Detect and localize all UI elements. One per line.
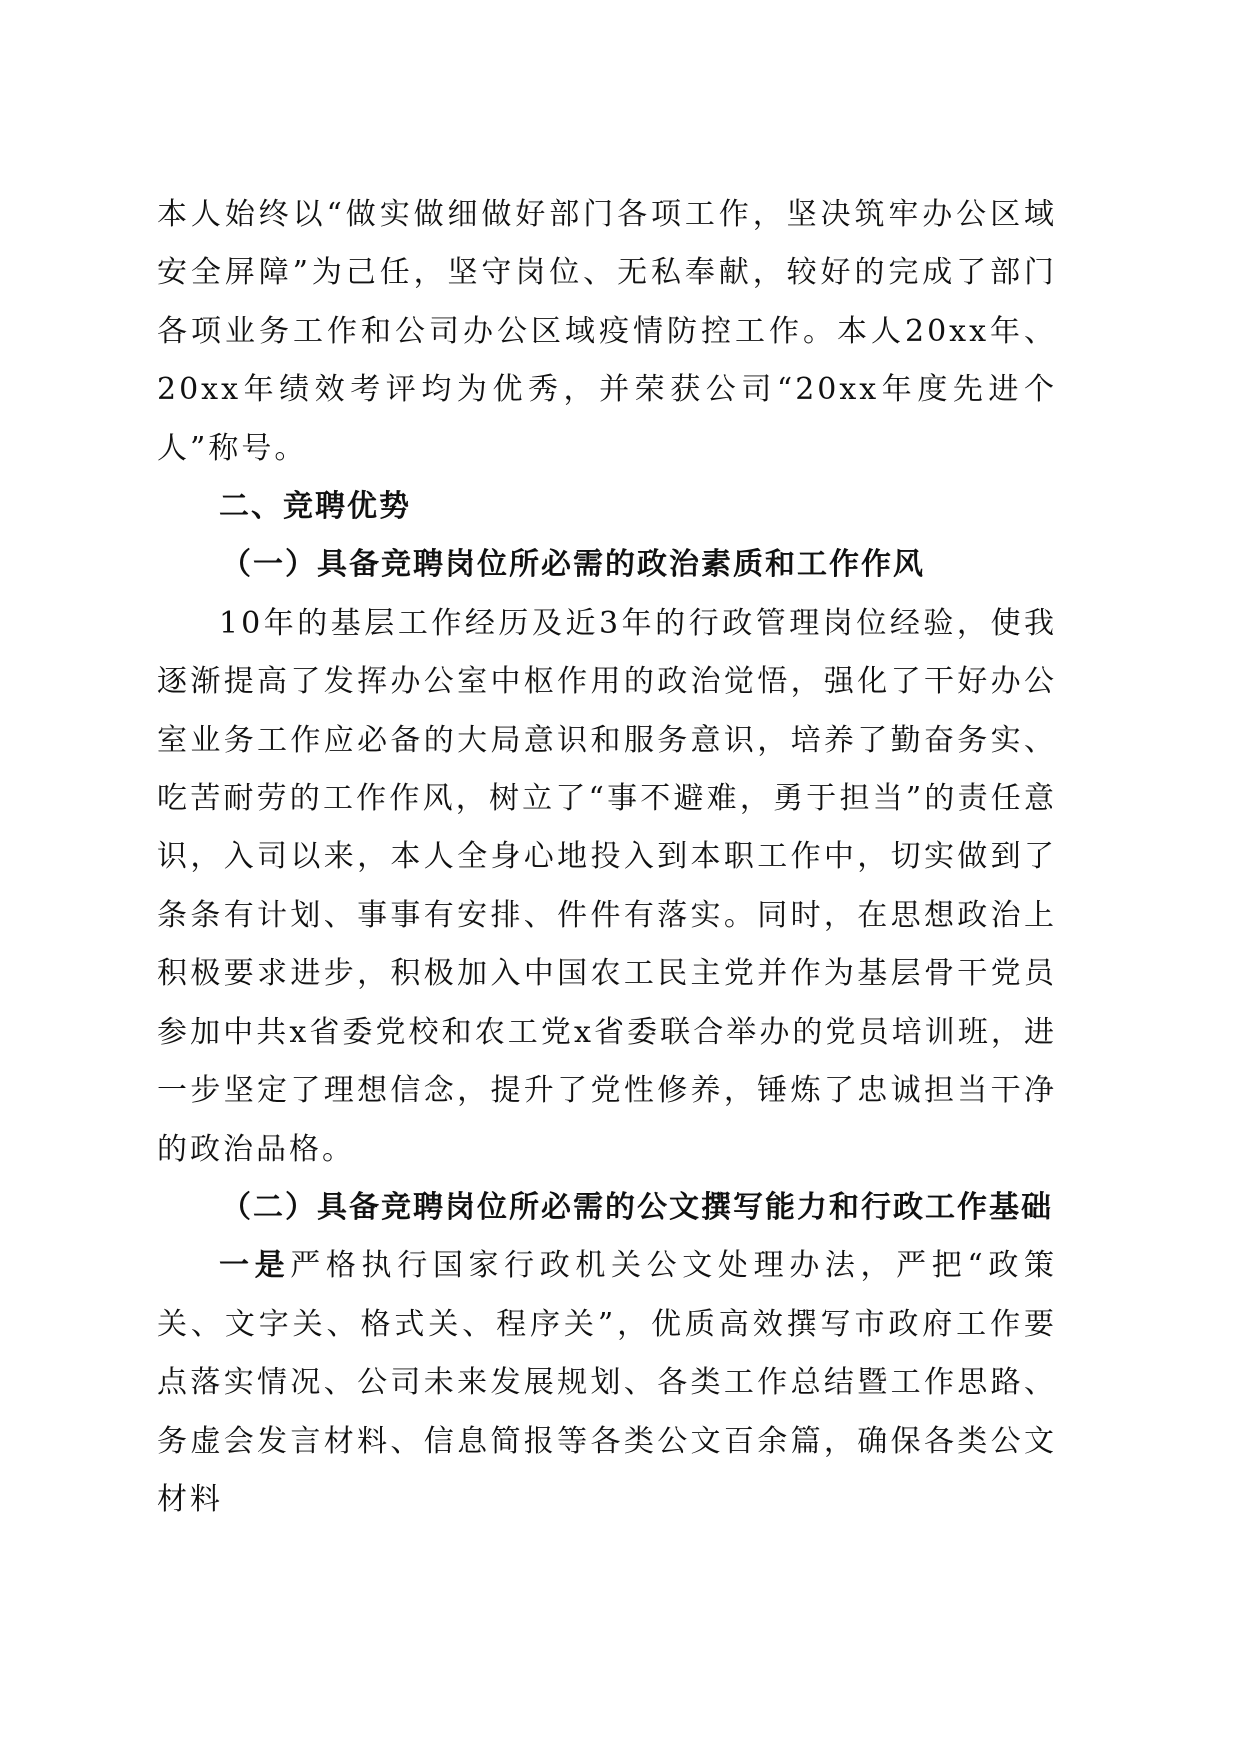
subsection-2-body: 严格执行国家行政机关公文处理办法，严把“政策关、文字关、格式关、程序关”，优质高效撰写市政府工作要点落实情况、公司未来发展规划、各类工作总结暨工作思路、务虚会发言材料、信息简报等各类公文百余篇，确保各类公文材料: [157, 1248, 1057, 1517]
document-body: [157, 186, 1057, 1529]
subsection-2-paragraph: [157, 1237, 1057, 1529]
subsection-1-title: （一）具备竞聘岗位所必需的政治素质和工作作风: [221, 547, 925, 583]
section-title: 二、竞聘优势: [219, 489, 411, 525]
lead-phrase: 一是: [219, 1248, 291, 1284]
subsection-1-body: 10年的基层工作经历及近3年的行政管理岗位经验，使我逐渐提高了发挥办公室中枢作用的政治觉悟，强化了干好办公室业务工作应必备的大局意识和服务意识，培养了勤奋务实、吃苦耐劳的工作作风，树立了“事不避难，勇于担当”的责任意识，入司以来，本人全身心地投入到本职工作中，切实做到了条条有计划、事事有安排、件件有落实。同时，在思想政治上积极要求进步，积极加入中国农工民主党并作为基层骨干党员参加中共x省委党校和农工党x省委联合举办的党员培训班，进一步坚定了理想信念，提升了党性修养，锤炼了忠诚担当干净的政治品格。: [157, 605, 1057, 1167]
intro-paragraph: 本人始终以“做实做细做好部门各项工作，坚决筑牢办公区域安全屏障”为己任，坚守岗位、无私奉献，较好的完成了部门各项业务工作和公司办公区域疫情防控工作。本人20xx年、20xx年绩效考评均为优秀，并荣获公司“20xx年度先进个人”称号。: [157, 197, 1057, 466]
subsection-2-title: （二）具备竞聘岗位所必需的公文撰写能力和行政工作基础: [221, 1189, 1053, 1225]
